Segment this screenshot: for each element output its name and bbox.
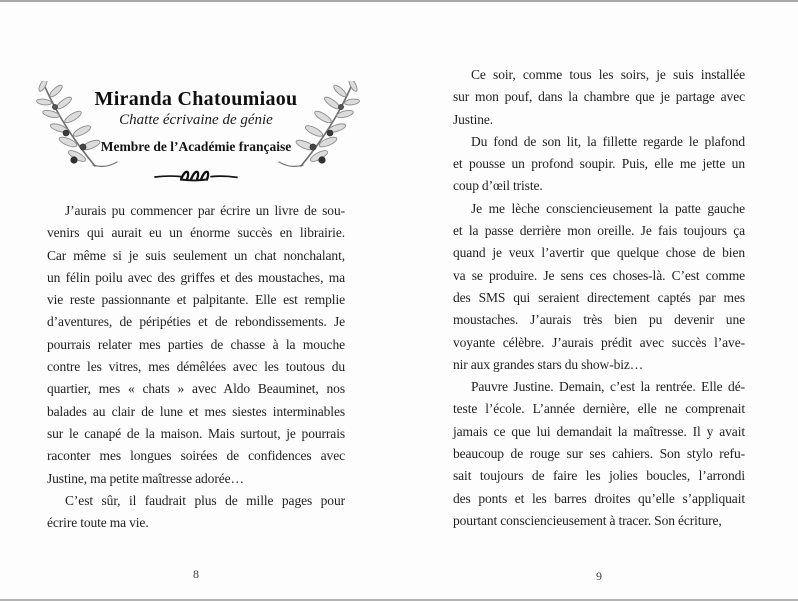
page-left [47,0,345,601]
text-line: beaucoup de rouge sur ses cahiers. Son stylo refu- [453,446,745,462]
text-line: quartier, mes « chats » avec Aldo Beauminet, nos [47,381,345,397]
text-line: pourtant consciencieusement à tracer. Son écriture, [453,512,722,528]
text-line: Car même si je suis seulement un chat nonchalant, [47,247,345,263]
author-affiliation: Membre de l’Académie française [100,139,292,154]
text-line: moustaches. J’aurais très bien pu devenir une [453,312,745,328]
text-line: nir aux grandes stars du show-biz… [453,356,644,372]
text-line: des SMS qui seraient directement captés par mes [453,289,745,305]
section-divider-icon [154,168,238,184]
text-line: Je me lèche consciencieusement la patte gauche [471,200,745,216]
text-line: vie reste passionnante et palpitante. Elle est remplie [47,292,345,308]
text-line: pourrais relater mes parties de chasse à la mouche [47,336,345,352]
text-line: raconter mes longues soirées de confidences avec [47,448,345,464]
author-title: Miranda Chatoumiaou [94,88,298,111]
text-line: contre les vitres, mes démêlées avec les toutous du [47,359,345,375]
text-line: et pousse un profond soupir. Puis, elle me jette un [453,156,745,172]
text-line: sur le canapé de la maison. Mais surtout, je pourrais [47,425,345,441]
page-number-right: 9 [596,569,602,583]
text-line: coup d’œil triste. [453,178,543,194]
text-line: C’est sûr, il faudrait plus de mille pages pour [65,492,345,508]
left-page-body [47,200,345,534]
text-line: J’aurais pu commencer par écrire un livre de sou- [65,203,345,218]
page-right [453,0,745,601]
text-line: venirs qui aurait eu un énorme succès en librairie. [47,225,345,241]
text-line: des ponts et les barres droites qu’elle s’appliquait [453,490,745,506]
text-line: va se produire. Je sens ces choses-là. C’est comme [453,267,745,283]
text-line: écrire toute ma vie. [47,515,149,531]
text-line: et la passe derrière mon oreille. Je fais toujours ça [453,223,745,239]
text-line: voyante célèbre. J’aurais prédit avec succès l’ave- [453,334,745,350]
text-line: Ce soir, comme tous les soirs, je suis installée [471,67,745,82]
text-line: quand je veux l’avertir que quelque chose de bien [453,245,745,261]
text-line: Pauvre Justine. Demain, c’est la rentrée. Elle dé- [471,379,745,395]
text-line: Du fond de son lit, la fillette regarde le plafond [471,133,745,149]
text-line: d’aventures, de péripéties et de rebondissements. Je [47,314,345,330]
text-line: Justine, ma petite maîtresse adorée… [47,470,244,486]
text-line: un félin poilu avec des griffes et des moustaches, ma [47,269,345,285]
page-number-left: 8 [193,567,199,581]
author-subtitle: Chatte écrivaine de génie [119,112,273,128]
text-line: sur mon pouf, dans la chambre que je partage avec [453,89,745,105]
right-page-body [453,64,745,532]
text-line: sait toujours de faire les jolies boucles, l’arrondi [453,468,745,484]
text-line: jamais ce que lui demandait la maîtresse. Il y avait [453,423,745,439]
text-line: teste l’école. L’année dernière, elle ne comprenait [453,401,745,417]
text-line: Justine. [453,111,494,127]
text-line: balades au clair de lune et mes siestes interminables [47,403,345,419]
